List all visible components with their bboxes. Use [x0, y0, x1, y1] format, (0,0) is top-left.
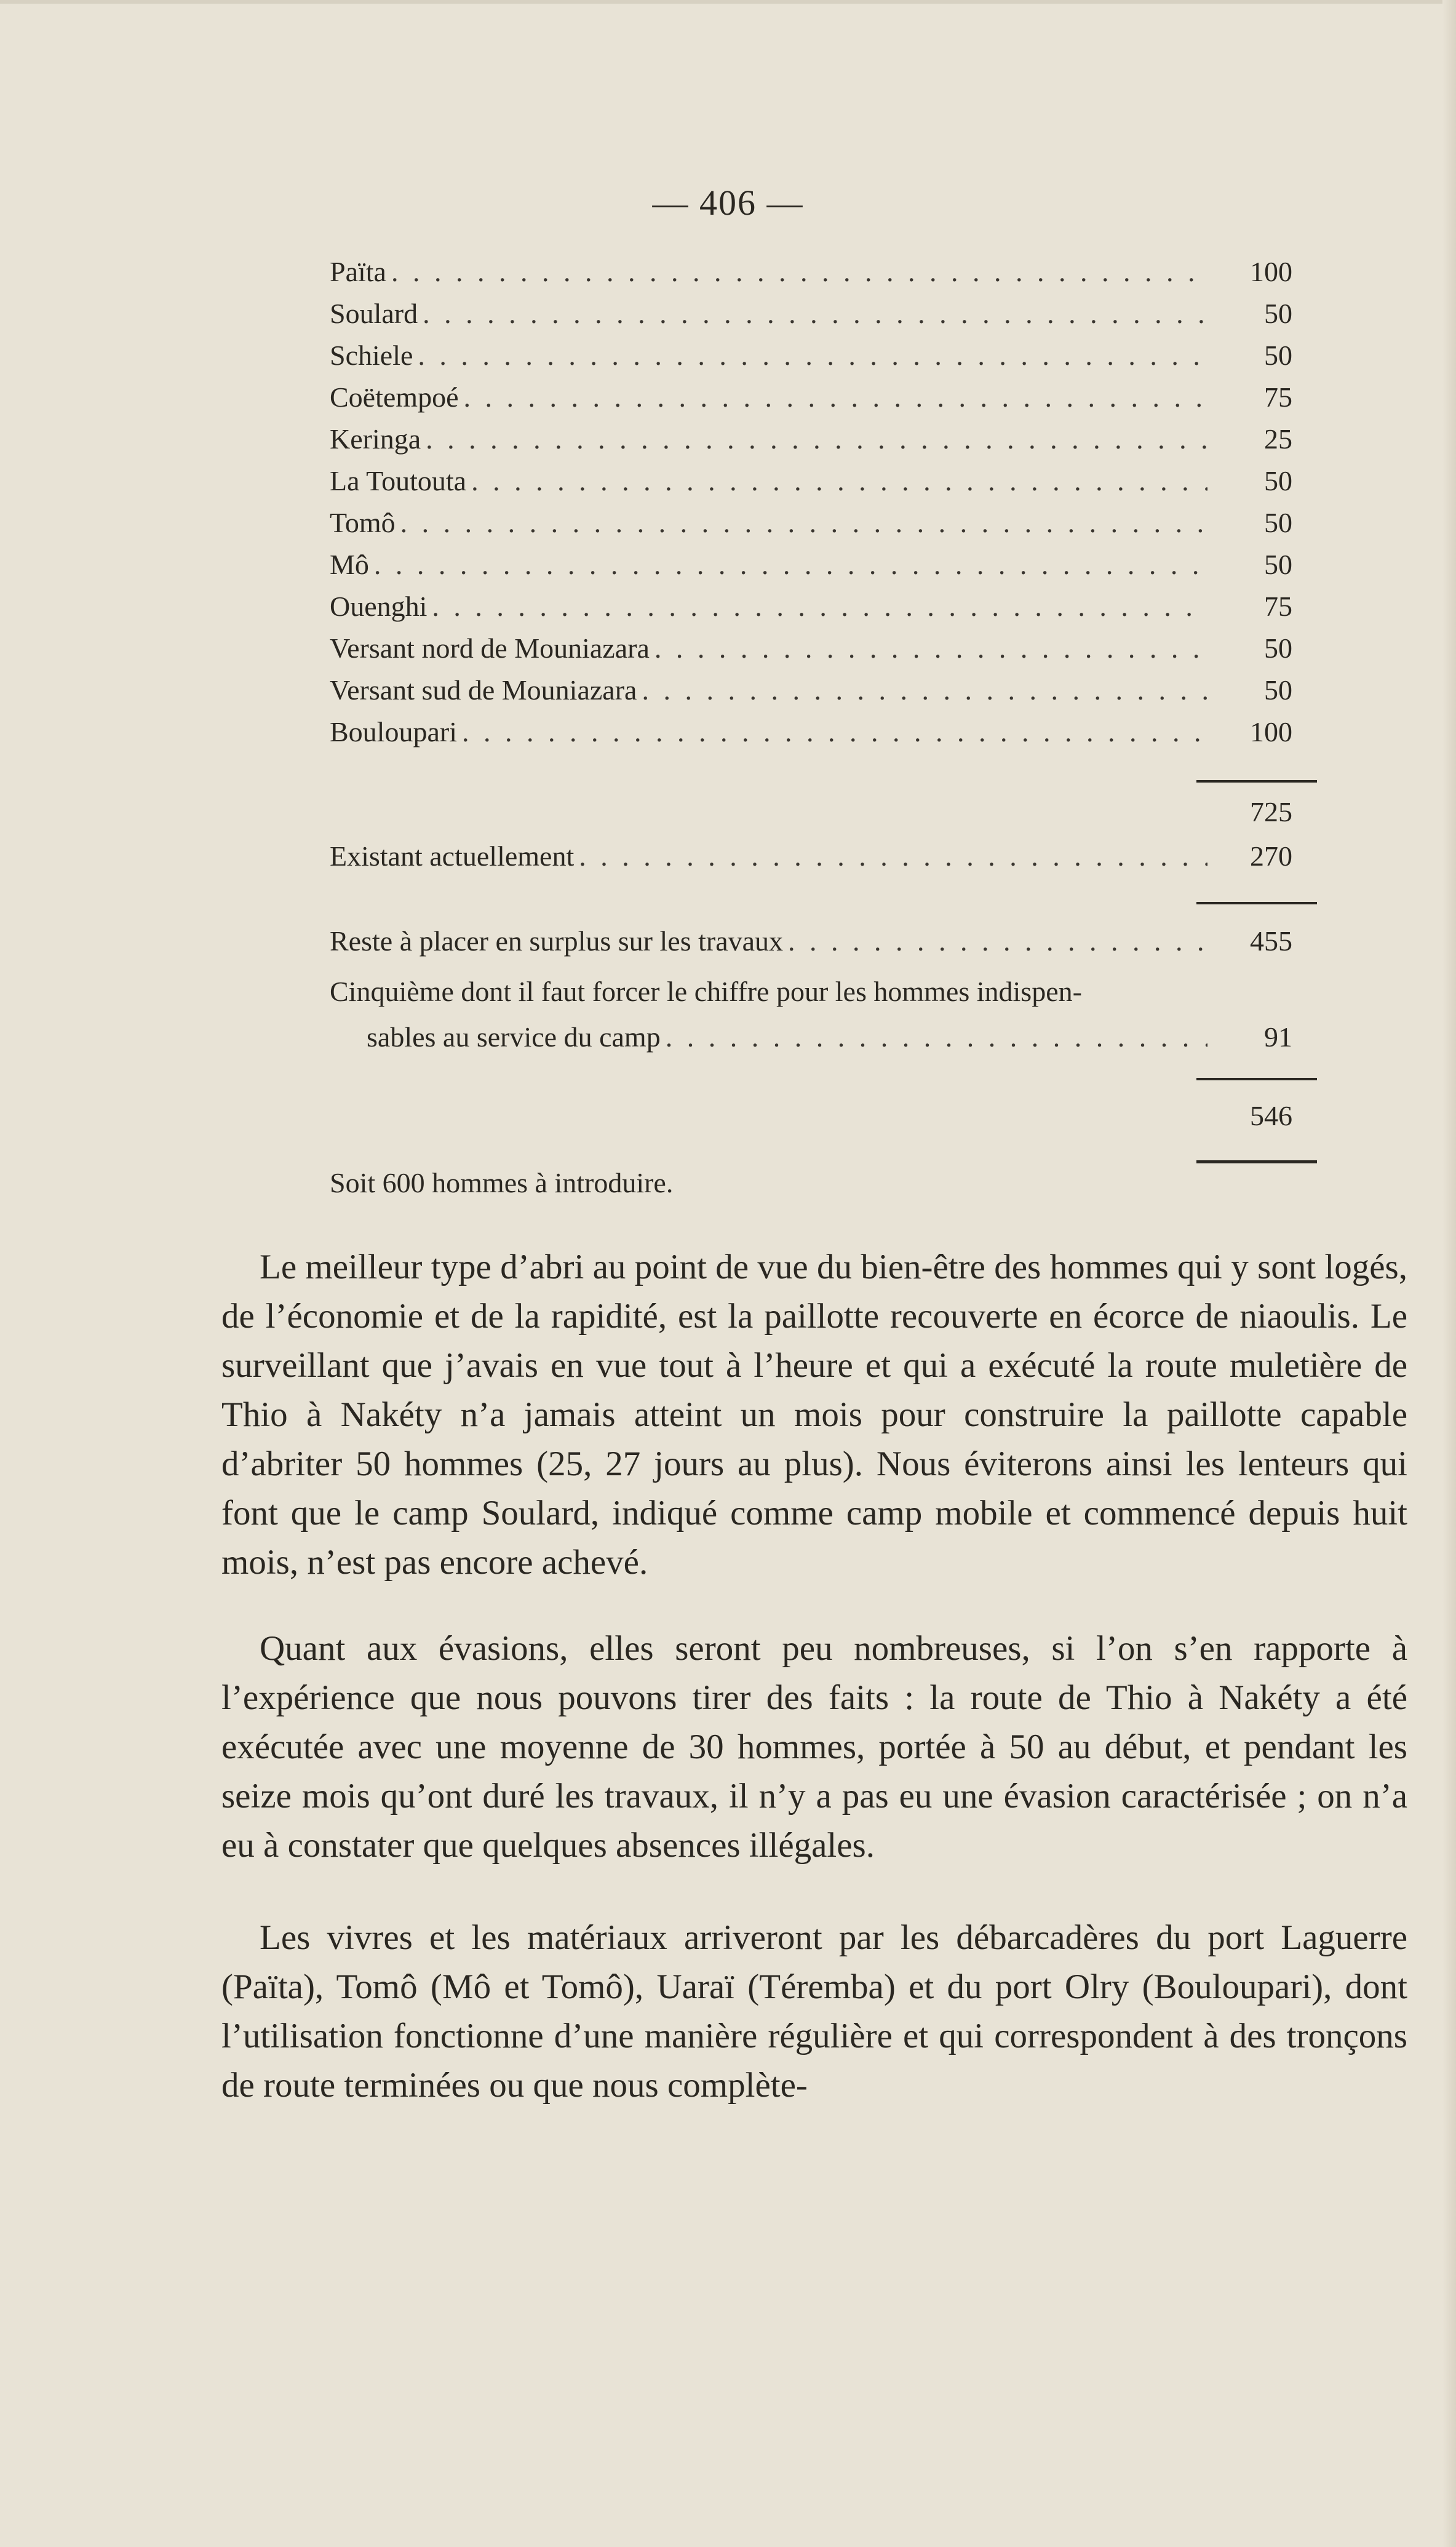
leader-dots — [654, 630, 1207, 667]
end-rule — [1196, 1160, 1317, 1163]
leader-dots — [464, 379, 1208, 416]
cinquieme-value: 91 — [1264, 1021, 1292, 1053]
total-rule — [1196, 1078, 1317, 1080]
entry-label: Versant nord de Mouniazara — [330, 632, 650, 664]
entry-label: Keringa — [330, 423, 421, 455]
entry-value: 50 — [1264, 549, 1292, 580]
entry-value: 50 — [1264, 507, 1292, 538]
paragraph-evasions: Quant aux évasions, elles seront peu nombreuses, si l’on s’en rapporte à l’expérience que nous pouvons tirer des faits : la route de Thio à Nakéty a été exécutée avec une moyenne de 30 hommes, portée à 50 au début, et pendant les seize mois qu’ont duré les travaux, il n’y a pas eu une évasion caractérisée ; on n’a eu à constater que quelques absences illégales. — [221, 1629, 1407, 1865]
existant-label: Existant actuellement — [330, 840, 575, 872]
entry-label: Tomô — [330, 507, 396, 538]
leader-dots — [400, 504, 1207, 541]
subtotal-value: 725 — [1250, 796, 1292, 827]
entry-value: 75 — [1264, 591, 1292, 622]
leader-dots — [788, 923, 1207, 960]
entry-row — [330, 672, 1292, 709]
difference-rule — [1196, 902, 1317, 904]
paragraph-supplies: Les vivres et les matériaux arriveront par les débarcadères du port Laguerre (Païta), Tomô (Mô et Tomô), Uaraï (Téremba) et du port Olry (Bouloupari), dont l’utilisation fonctionne d’une manière régulière et qui correspondent à des tronçons de route terminées ou que nous complète- — [221, 1918, 1407, 2105]
entry-row — [330, 253, 1292, 290]
reste-value: 455 — [1250, 925, 1292, 957]
entry-value: 50 — [1264, 298, 1292, 329]
entry-label: Mô — [330, 549, 369, 580]
entry-label: Coëtempoé — [330, 381, 459, 413]
leader-dots — [418, 337, 1207, 374]
entry-row — [330, 546, 1292, 583]
leader-dots — [432, 588, 1207, 625]
leader-dots — [579, 838, 1207, 875]
entry-value: 25 — [1264, 423, 1292, 455]
entry-value: 50 — [1264, 465, 1292, 496]
cinquieme-line1 — [330, 973, 1292, 1010]
entry-label: Bouloupari — [330, 716, 457, 747]
entry-value: 50 — [1264, 340, 1292, 371]
entry-row — [330, 295, 1292, 332]
existant-value: 270 — [1250, 840, 1292, 872]
entry-row — [330, 630, 1292, 667]
entry-row — [330, 504, 1292, 541]
leader-dots — [374, 546, 1207, 583]
entry-label: Versant sud de Mouniazara — [330, 674, 637, 706]
reste-row — [330, 923, 1292, 960]
entry-label: La Toutouta — [330, 465, 467, 496]
sum-rule — [1196, 780, 1317, 783]
entry-value: 100 — [1250, 256, 1292, 287]
entry-row — [330, 421, 1292, 458]
page-number: — 406 — — [652, 183, 804, 223]
entry-row — [330, 714, 1292, 751]
leader-dots — [642, 672, 1207, 709]
cinquieme-label-line2: sables au service du camp — [367, 1021, 661, 1053]
page-right-edge — [1442, 0, 1456, 2547]
entry-row — [330, 588, 1292, 625]
entry-label: Soulard — [330, 298, 418, 329]
entry-row — [330, 379, 1292, 416]
entry-row — [330, 337, 1292, 374]
entry-label: Ouenghi — [330, 591, 428, 622]
leader-dots — [471, 463, 1207, 500]
leader-dots — [423, 295, 1207, 332]
existant-row — [330, 838, 1292, 875]
total-value: 546 — [1250, 1100, 1292, 1131]
reste-label: Reste à placer en surplus sur les travaux — [330, 925, 784, 957]
cinquieme-label-line1: Cinquième dont il faut forcer le chiffre pour les hommes indispen- — [330, 976, 1082, 1007]
entry-value: 50 — [1264, 674, 1292, 706]
cinquieme-row — [367, 1019, 1292, 1056]
entry-value: 75 — [1264, 381, 1292, 413]
entry-value: 50 — [1264, 632, 1292, 664]
soit-line: Soit 600 hommes à introduire. — [330, 1167, 674, 1198]
leader-dots — [391, 253, 1207, 290]
leader-dots — [666, 1019, 1207, 1056]
leader-dots — [462, 714, 1207, 751]
entry-label: Païta — [330, 256, 386, 287]
page-top-edge — [0, 0, 1456, 4]
paragraph-shelter: Le meilleur type d’abri au point de vue du bien-être des hommes qui y sont logés, de l’économie et de la rapidité, est la paillotte recouverte en écorce de niaoulis. Le surveillant que j’avais en vue tout à l’heure et qui a exécuté la route muletière de Thio à Nakéty n’a jamais atteint un mois pour construire la paillotte capable d’abriter 50 hommes (25, 27 jours au plus). Nous éviterons ainsi les lenteurs qui font que le camp Soulard, indiqué comme camp mobile et commencé depuis huit mois, n’est pas encore achevé. — [221, 1248, 1407, 1582]
leader-dots — [426, 421, 1207, 458]
entry-value: 100 — [1250, 716, 1292, 747]
entry-label: Schiele — [330, 340, 413, 371]
entry-row — [330, 463, 1292, 500]
